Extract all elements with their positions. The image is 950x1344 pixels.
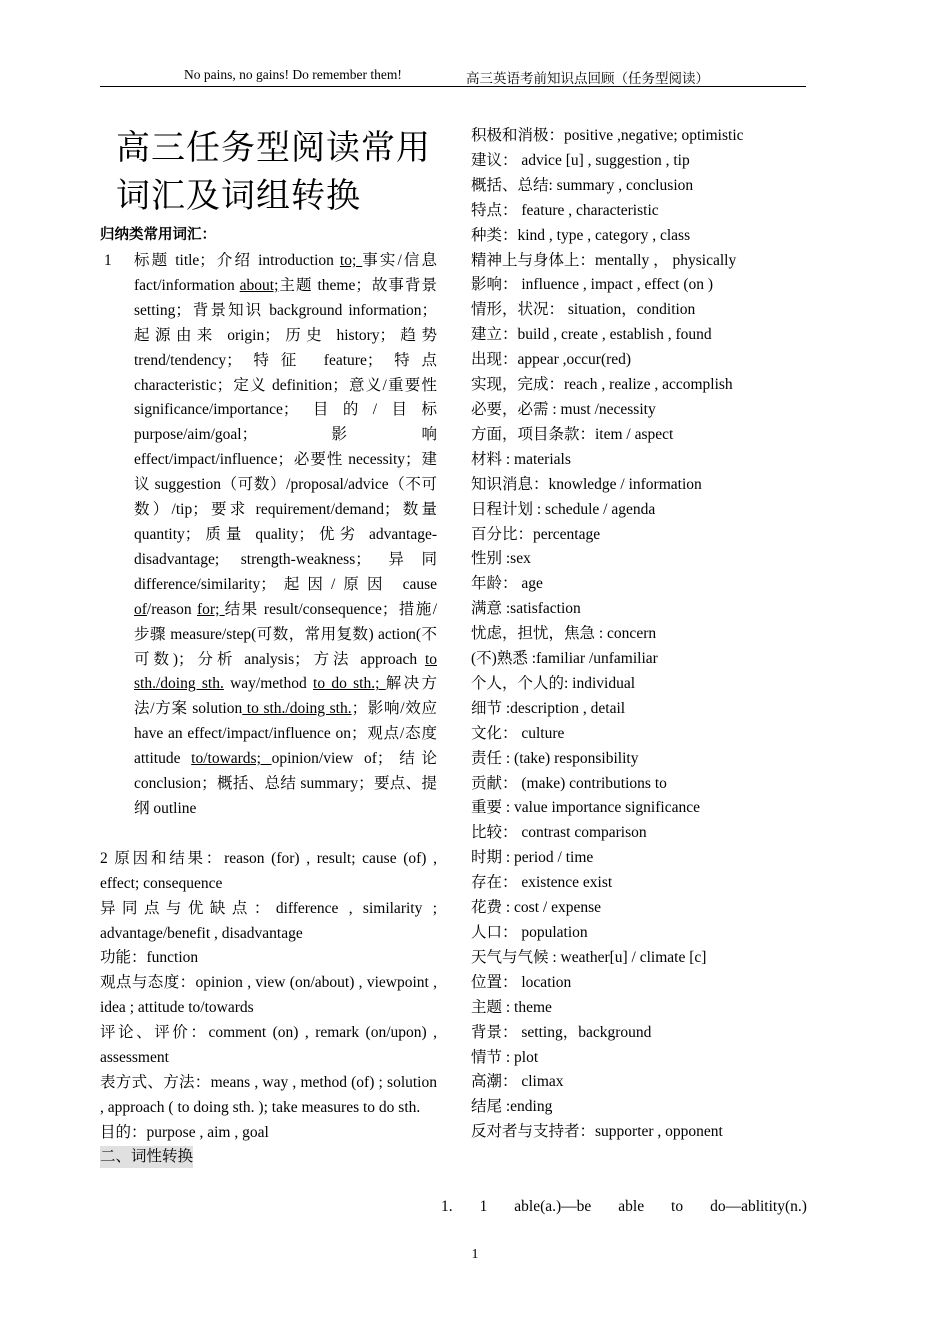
summary-paragraph: 观点与态度：opinion , view (on/about) , viewpoint , idea ; attitude to/towards [100, 974, 437, 1017]
vocab-line: 满意 :satisfaction [471, 600, 581, 618]
vocab-line: 实现，完成：reach , realize , accomplish [471, 376, 733, 394]
vocab-line: 忧虑，担忧，焦急 : concern [471, 625, 657, 643]
vocab-line: 天气与气候 : weather[u] / climate [c] [471, 948, 707, 966]
underlined-phrase: to sth./doing sth. [242, 700, 352, 718]
vocab-line: 积极和消极：positive ,negative; optimistic [471, 127, 744, 144]
section-1-title: 归纳类常用词汇： [100, 227, 216, 243]
underlined-phrase: to/towards; [191, 750, 272, 768]
vocab-line: 时期 : period / time [471, 849, 594, 867]
vocab-line: 特点： feature , characteristic [471, 201, 659, 219]
text-segment: way/method [223, 675, 314, 693]
vocab-line: 出现：appear ,occur(red) [471, 351, 632, 369]
summary-paragraph: 表方式、方法：means , way , method (of) ; solution , approach ( to doing sth. ); take measures to do sth. [100, 1074, 437, 1116]
vocab-line: 细节 :description , detail [471, 699, 626, 717]
vocab-line: 精神上与身体上：mentally ， physically [471, 251, 737, 269]
text-segment: 主题 theme；故事背景 setting；背景知识 background information；起源由来 origin；历史 history；趋势 trend/tendency；特征 feature；特点 characteristic；定义 definition；意义/重要性 significance/importance；目的/目标 purpose/aim/goal；影响 effect/impact/influence；必要性 necessity；建议 suggestion（可数）/proposal/advice（不可数）/tip；要求 requirement/demand；数量 quantity；质量 quality；优劣 advantage-disadvantage; strength-weakness；异同 difference/similarity；起因/原因 cause [134, 276, 437, 593]
vocab-line: 贡献： (make) contributions to [471, 774, 667, 792]
vocab-line: 建议： advice [u] , suggestion , tip [471, 151, 690, 169]
summary-paragraph: 异同点与优缺点：difference , similarity ; advantage/benefit , disadvantage [100, 899, 437, 942]
left-column [100, 124, 437, 1168]
summary-paragraph: 评论、评价：comment (on) , remark (on/upon) , assessment [100, 1024, 437, 1067]
text-segment: 标题 title；介绍 introduction [134, 252, 340, 269]
header-doc-title: 高三英语考前知识点回顾（任务型阅读） [466, 71, 709, 86]
underlined-phrase: to; [339, 252, 363, 269]
item-word: to [671, 1198, 684, 1215]
header-motto: No pains, no gains! Do remember them! [184, 67, 402, 82]
text-segment: 结果 result/consequence；措施/步骤 measure/step(可数，常用复数) action(不可数)；分析 analysis；方法 approach [134, 600, 437, 668]
vocab-line: (不)熟悉 :familiar /unfamiliar [471, 650, 658, 668]
vocab-line: 情节 : plot [471, 1048, 539, 1066]
text-segment: 解决方法/方案 solution [134, 675, 437, 718]
item-word: able [618, 1198, 645, 1215]
underlined-phrase: for; [197, 600, 225, 618]
text-segment: 事实/信息 fact/information [134, 252, 437, 294]
summary-paragraph: 功能：function [100, 949, 199, 967]
vocab-line: 情形，状况： situation，condition [471, 301, 696, 319]
vocab-line: 种类：kind , type , category , class [471, 226, 691, 244]
underlined-phrase: to do sth.; [313, 675, 386, 693]
vocab-line: 知识消息：knowledge / information [471, 475, 702, 493]
vocab-line: 性别 :sex [471, 550, 531, 568]
vocab-line: 日程计划 : schedule / agenda [471, 500, 656, 518]
item-word: able(a.)—be [514, 1198, 592, 1215]
vocab-item-1-body [134, 249, 437, 822]
vocab-line: 花费 : cost / expense [471, 899, 602, 917]
page-number: 1 [471, 1247, 479, 1262]
vocab-line: 材料 : materials [471, 450, 571, 468]
vocab-line: 责任 : (take) responsibility [471, 749, 639, 767]
item-number: 1 [104, 252, 112, 269]
section-2-first-item [441, 1196, 807, 1218]
vocab-line: 比较： contrast comparison [471, 824, 647, 842]
page-header [100, 66, 806, 87]
item-word: 1 [479, 1198, 488, 1215]
vocab-line: 高潮： climax [471, 1073, 564, 1091]
vocab-line: 重要 : value importance significance [471, 799, 700, 817]
vocab-line: 必要，必需 : must /necessity [471, 400, 656, 418]
list-number: 1. [441, 1198, 453, 1215]
vocab-line: 概括、总结: summary , conclusion [471, 176, 694, 194]
vocab-line: 建立：build , create , establish , found [471, 326, 712, 344]
vocab-line: 年龄： age [471, 575, 543, 593]
vocab-line: 影响： influence , impact , effect (on ) [471, 276, 714, 294]
vocab-line: 个人，个人的: individual [471, 674, 636, 692]
vocab-line: 主题 : theme [471, 998, 552, 1016]
summary-paragraph: 2 原因和结果：reason (for) , result; cause (of) , effect; consequence [100, 849, 437, 892]
underlined-phrase: of [134, 600, 147, 618]
right-column [471, 124, 806, 1145]
vocab-line: 背景： setting，background [471, 1023, 652, 1041]
vocab-line: 人口： population [471, 924, 588, 941]
vocab-line: 百分比：percentage [471, 525, 601, 543]
vocab-line: 文化： culture [471, 724, 565, 742]
document-title: 高三任务型阅读常用词汇及词组转换 [116, 128, 431, 216]
text-segment: opinion/view of；结论 conclusion；概括、总结 summary；要点、提纲 outline [134, 750, 437, 817]
vocab-line: 位置： location [471, 973, 572, 991]
underlined-phrase: about; [239, 276, 279, 294]
vocab-line: 结尾 :ending [471, 1098, 553, 1116]
summary-paragraph: 目的：purpose , aim , goal [100, 1123, 269, 1141]
text-segment: /reason [146, 600, 198, 618]
text-segment: ；影响/效应 have an effect/impact/influence on；观点/态度 attitude [134, 700, 437, 768]
vocab-line: 反对者与支持者：supporter , opponent [471, 1123, 723, 1141]
vocab-line: 方面，项目条款：item / aspect [471, 425, 674, 443]
item-word: do—ablitity(n.) [710, 1198, 807, 1215]
section-2-title: 二、词性转换 [100, 1146, 193, 1168]
vocab-line: 存在： existence exist [471, 874, 613, 892]
underlined-phrase: to sth./doing sth. [134, 650, 437, 693]
summary-paragraphs [100, 847, 437, 1146]
vocab-item-1 [100, 249, 437, 822]
